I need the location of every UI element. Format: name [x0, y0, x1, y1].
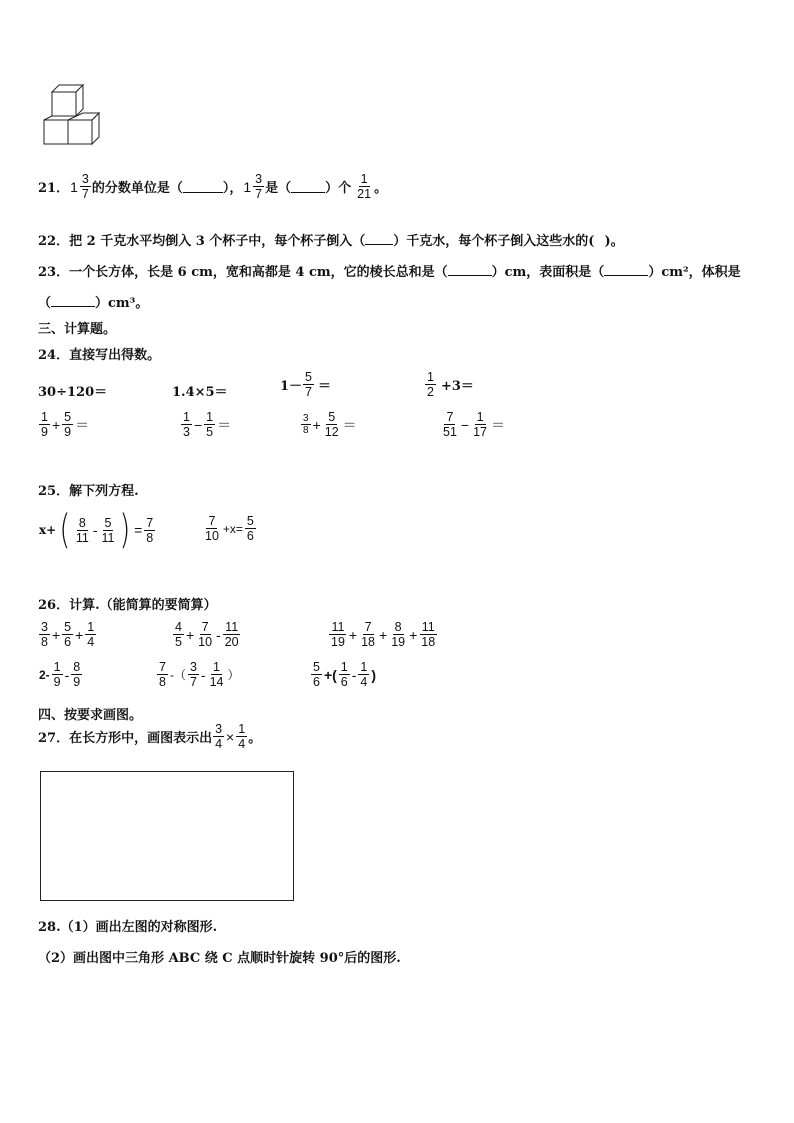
question-text: 。 [374, 181, 388, 196]
question-23-line-2: （ ）cm³。 [38, 296, 149, 311]
equation-2: $\frac{7}{10}$ +x= $\frac{5}{6}$ [205, 514, 254, 543]
calc-expression-1: $\frac{3}{8}$ + $\frac{5}{6}$ + $\frac{1}{4}$ [41, 620, 95, 649]
answer-blank[interactable] [604, 263, 648, 276]
question-text: 是（ [265, 181, 292, 196]
answer-blank[interactable] [51, 294, 95, 307]
fraction: $\frac{3}{7}$ [81, 172, 89, 201]
answer-blank[interactable] [183, 180, 223, 193]
question-26-title: 26．计算.（能简算的要简算） [38, 598, 217, 613]
question-25-title: 25．解下列方程. [38, 484, 139, 499]
cube-stack-figure [42, 84, 112, 150]
question-text: 的分数单位是（ [91, 181, 183, 196]
mixed-whole: 1 [243, 178, 252, 195]
answer-blank[interactable] [291, 180, 325, 193]
calc-expression-4: 2- $\frac{1}{9}$ - $\frac{8}{9}$ [39, 660, 81, 689]
calc-item: 1.4×5＝ [172, 385, 228, 400]
question-text: ）， [222, 181, 243, 196]
calc-item: $\frac{1}{2}$ +3＝ [427, 370, 474, 399]
answer-blank[interactable] [448, 263, 492, 276]
equation-1: x+ ( $\frac{8}{11}$ - $\frac{5}{11}$ ) = $\frac{7}{8}$ [39, 507, 154, 553]
calc-item: 30÷120＝ [38, 385, 108, 400]
calc-item: $\frac{1}{3}$ − $\frac{1}{5}$ ＝ [183, 410, 232, 439]
question-number: 21． [38, 181, 70, 196]
question-22: 22．把 2 千克水平均倒入 3 个杯子中，每个杯子倒入（ ）千克水，每个杯子倒入这些水的( )。 [38, 234, 624, 249]
calc-expression-2: $\frac{4}{5}$ + $\frac{7}{10}$ - $\frac{11}{20}$ [175, 620, 239, 649]
mixed-whole: 1 [70, 178, 78, 195]
drawing-rectangle[interactable] [40, 771, 294, 901]
question-28-part-1: 28.（1）画出左图的对称图形. [38, 920, 218, 935]
question-text: ）个 [325, 181, 352, 196]
answer-blank[interactable] [594, 233, 604, 245]
section-heading: 三、计算题。 [38, 322, 117, 337]
question-21 [38, 172, 387, 201]
calc-expression-3: $\frac{11}{19}$ + $\frac{7}{18}$ + $\frac{8}{19}$ + $\frac{11}{18}$ [331, 620, 436, 649]
section-heading: 四、按要求画图。 [38, 708, 143, 723]
calc-item: $\frac{7}{51}$ − $\frac{1}{17}$ ＝ [443, 410, 505, 439]
answer-blank[interactable] [365, 232, 393, 245]
question-24-title: 24．直接写出得数。 [38, 348, 161, 363]
calc-expression-6: $\frac{5}{6}$ +( $\frac{1}{6}$ - $\frac{1}{4}$ ) [313, 660, 377, 689]
calc-item: 1－ $\frac{5}{7}$ ＝ [280, 370, 332, 399]
fraction: $\frac{3}{7}$ [255, 172, 263, 201]
fraction: $\frac{1}{21}$ [357, 172, 372, 201]
calc-item: $\frac{3}{8}$ + $\frac{5}{12}$ ＝ [303, 410, 357, 439]
calc-item: $\frac{1}{9}$ + $\frac{5}{9}$ ＝ [41, 410, 90, 439]
calc-expression-5: $\frac{7}{8}$ -（ $\frac{3}{7}$ - $\frac{1}{14}$ ） [159, 660, 240, 689]
question-23-line-1: 23．一个长方体，长是 6 cm，宽和高都是 4 cm，它的棱长总和是（ ）cm，表面积是（ ）cm²，体积是 [38, 265, 741, 280]
question-28-part-2: （2）画出图中三角形 ABC 绕 C 点顺时针旋转 90°后的图形. [38, 951, 401, 966]
question-27: 27．在长方形中，画图表示出 $\frac{3}{4}$ × $\frac{1}{4}$ 。 [38, 722, 262, 751]
